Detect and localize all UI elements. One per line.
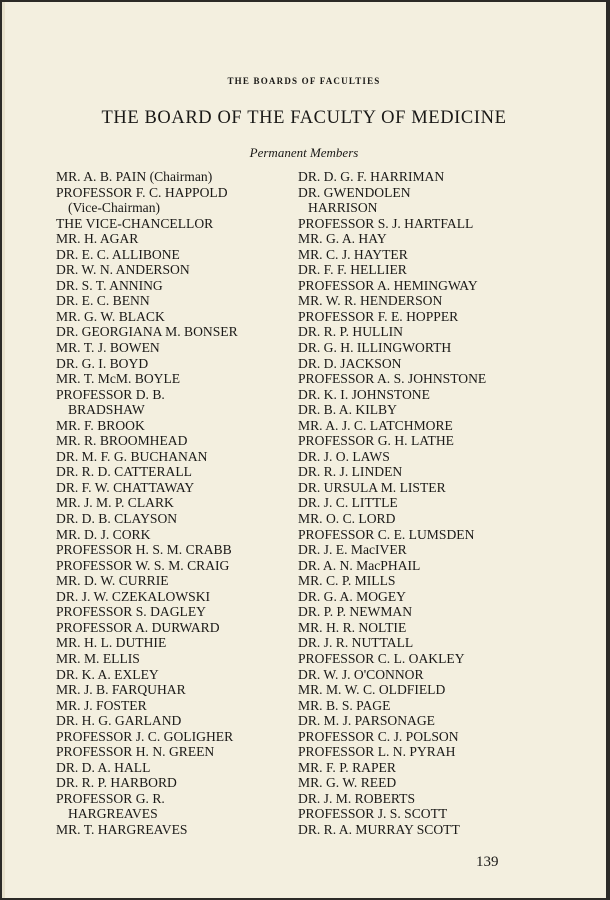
member-entry: [56, 418, 292, 434]
member-entry: [56, 775, 292, 791]
member-entry: [298, 698, 540, 714]
member-name: DR. W. N. ANDERSON: [56, 262, 190, 278]
member-entry: [56, 620, 292, 636]
member-entry: [298, 356, 540, 372]
member-name: DR. M. J. PARSONAGE: [298, 713, 435, 729]
member-name: MR. A. J. C. LATCHMORE: [298, 417, 453, 433]
member-name: MR. W. R. HENDERSON: [298, 293, 443, 309]
member-name: DR. D. A. HALL: [56, 759, 151, 775]
member-entry: [298, 309, 540, 325]
member-name: PROFESSOR H. N. GREEN: [56, 744, 215, 760]
member-name: MR. H. L. DUTHIE: [56, 635, 167, 651]
member-name: DR. D. G. F. HARRIMAN: [298, 169, 445, 184]
member-name: DR. G. I. BOYD: [56, 355, 149, 371]
member-entry: [298, 231, 540, 247]
document-page: [2, 2, 606, 898]
member-entry-continuation: [56, 402, 292, 418]
member-entry: [56, 309, 292, 325]
member-entry: [298, 667, 540, 683]
member-name: DR. J. R. NUTTALL: [298, 635, 414, 651]
member-entry: [298, 558, 540, 574]
member-name: MR. G. A. HAY: [298, 231, 387, 247]
member-entry-continuation: [56, 806, 292, 822]
member-entry: [56, 682, 292, 698]
member-name: DR. GEORGIANA M. BONSER: [56, 324, 238, 340]
member-name: (Vice-Chairman): [68, 200, 161, 216]
member-name: DR. A. N. MacPHAIL: [298, 557, 421, 573]
member-name: PROFESSOR C. J. POLSON: [298, 728, 459, 744]
member-entry: [298, 278, 540, 294]
member-entry: [298, 402, 540, 418]
member-entry: [298, 418, 540, 434]
member-entry: [56, 324, 292, 340]
member-name: MR. J. FOSTER: [56, 697, 147, 713]
member-name: DR. J. E. MacIVER: [298, 542, 407, 558]
member-name: DR. J. C. LITTLE: [298, 495, 398, 511]
member-entry: [298, 589, 540, 605]
member-name: PROFESSOR S. J. HARTFALL: [298, 215, 474, 231]
member-entry: [298, 185, 540, 201]
member-entry: [56, 449, 292, 465]
member-name: DR. F. F. HELLIER: [298, 262, 407, 278]
member-name: DR. P. P. NEWMAN: [298, 604, 413, 620]
member-name: MR. F. BROOK: [56, 417, 145, 433]
member-name: HARGREAVES: [68, 806, 158, 822]
member-entry: [298, 713, 540, 729]
member-name: DR. G. H. ILLINGWORTH: [298, 340, 452, 356]
member-entry: [56, 371, 292, 387]
member-entry: [298, 169, 540, 185]
member-name: PROFESSOR G. R.: [56, 790, 165, 806]
member-name: MR. C. P. MILLS: [298, 573, 396, 589]
member-entry: [298, 433, 540, 449]
member-entry: [56, 527, 292, 543]
member-name: PROFESSOR F. E. HOPPER: [298, 308, 459, 324]
member-name: PROFESSOR W. S. M. CRAIG: [56, 557, 230, 573]
member-name: PROFESSOR D. B.: [56, 386, 165, 402]
member-name: DR. K. I. JOHNSTONE: [298, 386, 430, 402]
member-entry: [298, 729, 540, 745]
member-name: DR. E. C. ALLIBONE: [56, 246, 180, 262]
member-name: DR. GWENDOLEN: [298, 184, 411, 200]
running-head: THE BOARDS OF FACULTIES: [227, 76, 381, 86]
member-name: PROFESSOR S. DAGLEY: [56, 604, 206, 620]
member-entry: [56, 667, 292, 683]
member-entry: [298, 340, 540, 356]
member-name: MR. T. HARGREAVES: [56, 821, 188, 837]
member-name: DR. F. W. CHATTAWAY: [56, 479, 195, 495]
member-name: PROFESSOR C. L. OAKLEY: [298, 650, 465, 666]
member-entry: [56, 278, 292, 294]
member-name: DR. R. P. HARBORD: [56, 775, 177, 791]
member-entry: [298, 620, 540, 636]
member-entry: [56, 651, 292, 667]
member-entry: [56, 495, 292, 511]
member-entry: [298, 216, 540, 232]
member-entry: [56, 542, 292, 558]
member-entry: [56, 216, 292, 232]
page-number: 139: [476, 854, 499, 870]
members-list-left: [56, 169, 292, 838]
member-entry: [298, 542, 540, 558]
member-entry: [56, 729, 292, 745]
member-entry: [298, 464, 540, 480]
member-name: MR. G. W. REED: [298, 775, 397, 791]
member-entry: [298, 387, 540, 403]
member-name: MR. T. J. BOWEN: [56, 340, 160, 356]
member-entry: [298, 480, 540, 496]
member-entry: [298, 604, 540, 620]
member-entry: [298, 651, 540, 667]
member-name: MR. H. AGAR: [56, 231, 139, 247]
member-name: DR. M. F. G. BUCHANAN: [56, 448, 208, 464]
member-entry: [56, 247, 292, 263]
member-role-note: (Chairman): [149, 169, 213, 184]
member-entry: [298, 775, 540, 791]
member-name: DR. J. O. LAWS: [298, 448, 390, 464]
page-title: THE BOARD OF THE FACULTY OF MEDICINE: [101, 108, 507, 128]
member-name: DR. S. T. ANNING: [56, 277, 163, 293]
member-name: DR. H. G. GARLAND: [56, 713, 182, 729]
section-subtitle: Permanent Members: [249, 145, 359, 160]
member-entry: [56, 744, 292, 760]
member-name: MR. M. ELLIS: [56, 650, 140, 666]
member-entry: [298, 573, 540, 589]
member-entry: [56, 433, 292, 449]
member-name: PROFESSOR L. N. PYRAH: [298, 744, 456, 760]
member-name: DR. R. P. HULLIN: [298, 324, 403, 340]
member-entry: [298, 247, 540, 263]
member-name: PROFESSOR J. C. GOLIGHER: [56, 728, 234, 744]
member-entry: [298, 371, 540, 387]
member-entry: [56, 511, 292, 527]
member-name: MR. B. S. PAGE: [298, 697, 391, 713]
member-name: PROFESSOR C. E. LUMSDEN: [298, 526, 475, 542]
member-entry: [56, 698, 292, 714]
member-entry: [56, 822, 292, 838]
member-entry: [298, 760, 540, 776]
member-name: DR. W. J. O'CONNOR: [298, 666, 424, 682]
member-name: PROFESSOR G. H. LATHE: [298, 433, 454, 449]
member-entry: [56, 231, 292, 247]
member-name: MR. A. B. PAIN: [56, 169, 147, 184]
member-entry: [56, 340, 292, 356]
member-entry: [56, 293, 292, 309]
member-name: MR. D. W. CURRIE: [56, 573, 169, 589]
member-entry-continuation: [298, 200, 540, 216]
member-entry: [298, 449, 540, 465]
member-entry: [56, 760, 292, 776]
member-name: MR. C. J. HAYTER: [298, 246, 408, 262]
member-entry: [298, 527, 540, 543]
member-name: DR. D. B. CLAYSON: [56, 511, 178, 527]
member-name: MR. T. McM. BOYLE: [56, 371, 181, 387]
member-name: DR. R. D. CATTERALL: [56, 464, 192, 480]
member-entry: [298, 511, 540, 527]
member-entry: [56, 169, 292, 185]
member-name: MR. R. BROOMHEAD: [56, 433, 188, 449]
member-entry: [298, 262, 540, 278]
member-name: PROFESSOR J. S. SCOTT: [298, 806, 448, 822]
member-name: MR. H. R. NOLTIE: [298, 619, 407, 635]
member-entry: [56, 791, 292, 807]
page-edge-shadow: [2, 2, 5, 898]
member-entry: [298, 635, 540, 651]
member-name: DR. G. A. MOGEY: [298, 588, 406, 604]
member-entry: [298, 791, 540, 807]
member-name: MR. M. W. C. OLDFIELD: [298, 682, 446, 698]
member-entry: [56, 589, 292, 605]
member-name: DR. K. A. EXLEY: [56, 666, 159, 682]
member-name: MR. O. C. LORD: [298, 511, 396, 527]
member-entry-continuation: [56, 200, 292, 216]
member-entry: [298, 495, 540, 511]
member-name: DR. R. J. LINDEN: [298, 464, 403, 480]
member-entry: [56, 185, 292, 201]
member-name: BRADSHAW: [68, 402, 145, 418]
member-entry: [56, 573, 292, 589]
member-name: MR. F. P. RAPER: [298, 759, 396, 775]
member-entry: [298, 293, 540, 309]
member-name: HARRISON: [308, 200, 378, 216]
members-list-right: [298, 169, 540, 838]
member-entry: [56, 713, 292, 729]
member-entry: [56, 558, 292, 574]
member-name: PROFESSOR F. C. HAPPOLD: [56, 184, 228, 200]
member-entry: [298, 822, 540, 838]
member-entry: [56, 387, 292, 403]
member-name: DR. B. A. KILBY: [298, 402, 397, 418]
member-name: DR. J. W. CZEKALOWSKI: [56, 588, 211, 604]
member-name: PROFESSOR A. S. JOHNSTONE: [298, 371, 487, 387]
member-entry: [56, 356, 292, 372]
member-name: PROFESSOR A. HEMINGWAY: [298, 277, 478, 293]
member-name: MR. G. W. BLACK: [56, 308, 165, 324]
member-name: PROFESSOR H. S. M. CRABB: [56, 542, 232, 558]
member-name: DR. E. C. BENN: [56, 293, 150, 309]
member-entry: [56, 262, 292, 278]
member-entry: [56, 635, 292, 651]
member-name: MR. J. B. FARQUHAR: [56, 682, 186, 698]
member-name: MR. D. J. CORK: [56, 526, 151, 542]
member-entry: [298, 682, 540, 698]
member-name: MR. J. M. P. CLARK: [56, 495, 174, 511]
member-entry: [56, 464, 292, 480]
member-entry: [298, 324, 540, 340]
member-entry: [56, 480, 292, 496]
member-name: DR. URSULA M. LISTER: [298, 479, 446, 495]
member-name: THE VICE-CHANCELLOR: [56, 215, 214, 231]
member-name: DR. D. JACKSON: [298, 355, 402, 371]
member-name: DR. R. A. MURRAY SCOTT: [298, 821, 460, 837]
member-entry: [298, 806, 540, 822]
member-entry: [298, 744, 540, 760]
member-name: PROFESSOR A. DURWARD: [56, 619, 220, 635]
member-entry: [56, 604, 292, 620]
member-name: DR. J. M. ROBERTS: [298, 790, 416, 806]
